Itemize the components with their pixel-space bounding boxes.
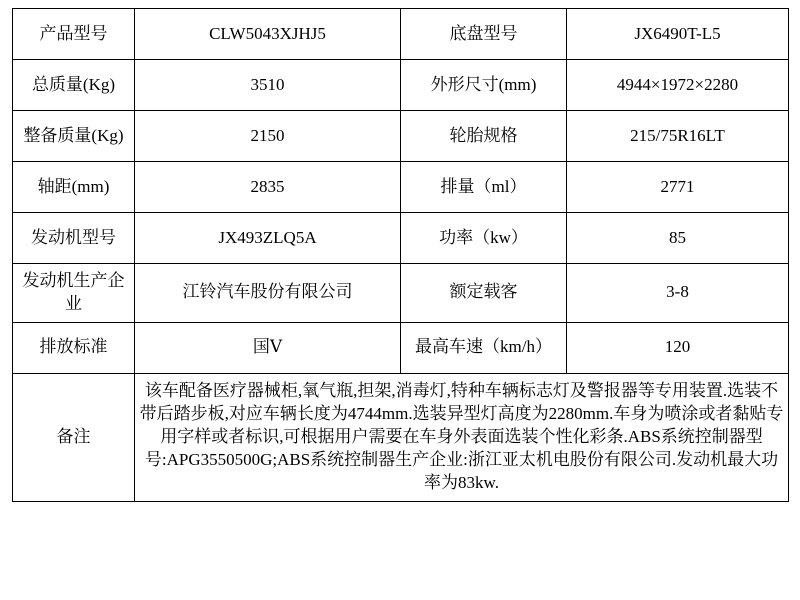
spec-label: 排放标准 xyxy=(13,322,135,373)
table-row xyxy=(13,162,789,213)
spec-value: 120 xyxy=(567,322,789,373)
spec-value: 2835 xyxy=(135,162,401,213)
remark-row xyxy=(13,373,789,501)
spec-label: 发动机型号 xyxy=(13,213,135,264)
spec-value: 4944×1972×2280 xyxy=(567,60,789,111)
spec-value: 国Ⅴ xyxy=(135,322,401,373)
spec-value: 江铃汽车股份有限公司 xyxy=(135,264,401,323)
table-row xyxy=(13,213,789,264)
spec-value: JX493ZLQ5A xyxy=(135,213,401,264)
spec-label: 排量（ml） xyxy=(401,162,567,213)
spec-label: 轴距(mm) xyxy=(13,162,135,213)
spec-value: 85 xyxy=(567,213,789,264)
spec-value: 3-8 xyxy=(567,264,789,323)
spec-label: 最高车速（km/h） xyxy=(401,322,567,373)
spec-value: 2150 xyxy=(135,111,401,162)
spec-value: 2771 xyxy=(567,162,789,213)
remark-text: 该车配备医疗器械柜,氧气瓶,担架,消毒灯,特种车辆标志灯及警报器等专用装置.选装不带后踏步板,对应车辆长度为4744mm.选装异型灯高度为2280mm.车身为喷涂或者黏贴专用字样或者标识,可根据用户需要在车身外表面选装个性化彩条.ABS系统控制器型号:APG3550500G;ABS系统控制器生产企业:浙江亚太机电股份有限公司.发动机最大功率为83kw. xyxy=(135,373,789,501)
spec-value: 215/75R16LT xyxy=(567,111,789,162)
table-row xyxy=(13,264,789,323)
spec-label: 外形尺寸(mm) xyxy=(401,60,567,111)
spec-value: 3510 xyxy=(135,60,401,111)
spec-label: 功率（kw） xyxy=(401,213,567,264)
vehicle-spec-table xyxy=(12,8,789,502)
spec-label: 整备质量(Kg) xyxy=(13,111,135,162)
table-row xyxy=(13,322,789,373)
spec-label: 产品型号 xyxy=(13,9,135,60)
spec-value: JX6490T-L5 xyxy=(567,9,789,60)
table-row xyxy=(13,111,789,162)
spec-label: 额定载客 xyxy=(401,264,567,323)
table-row xyxy=(13,9,789,60)
spec-value: CLW5043XJHJ5 xyxy=(135,9,401,60)
spec-label: 轮胎规格 xyxy=(401,111,567,162)
spec-label: 总质量(Kg) xyxy=(13,60,135,111)
remark-label: 备注 xyxy=(13,373,135,501)
spec-label: 底盘型号 xyxy=(401,9,567,60)
spec-label: 发动机生产企业 xyxy=(13,264,135,323)
table-row xyxy=(13,60,789,111)
